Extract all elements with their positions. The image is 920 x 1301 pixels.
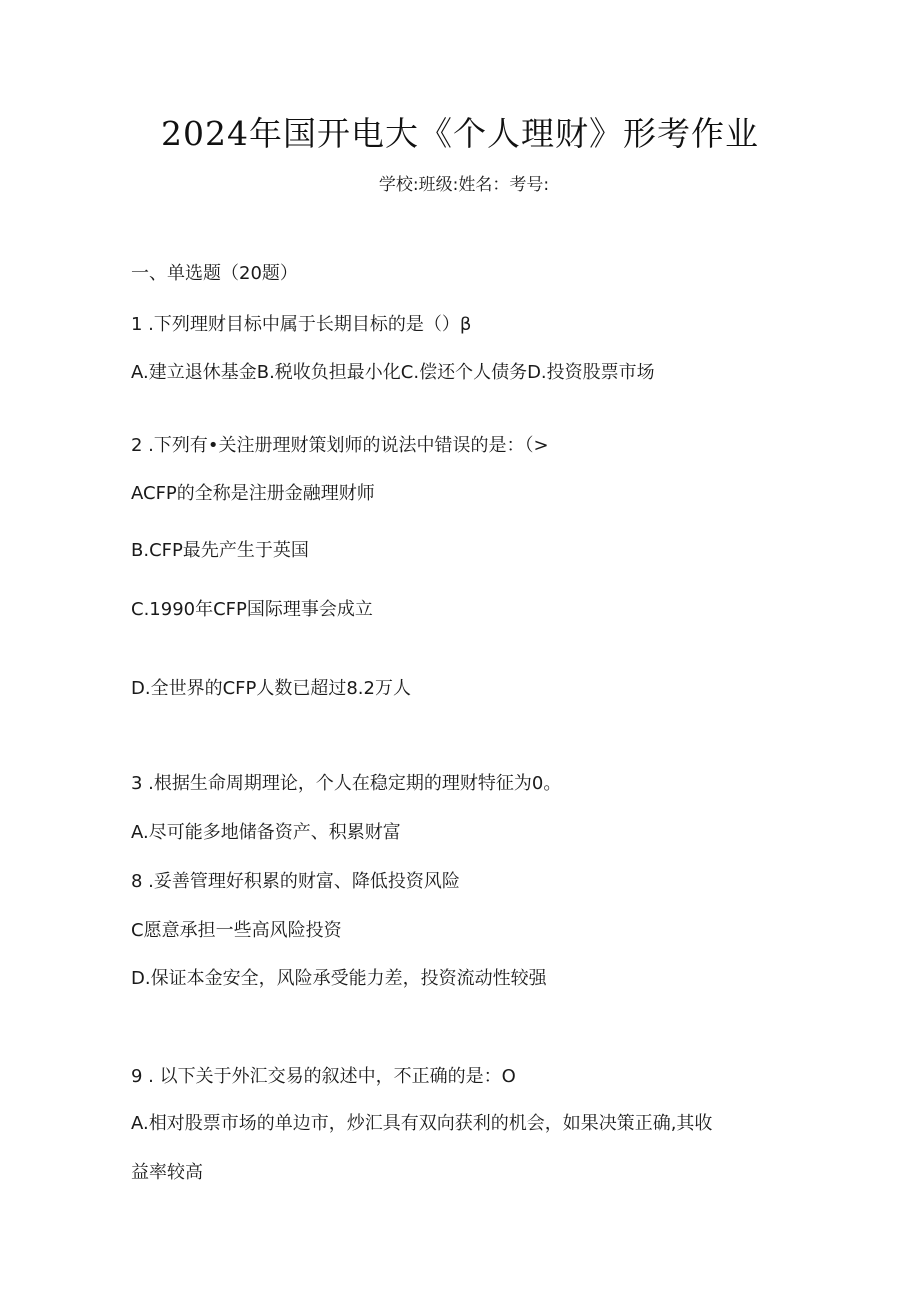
question-2-stem: 2 .下列有•关注册理财策划师的说法中错误的是：（> [131,435,549,456]
question-3-option-b: 8 .妥善管理好积累的财富、降低投资风险 [131,871,460,892]
question-3-option-a: A.尽可能多地储备资产、积累财富 [131,822,401,843]
question-2-option-c: C.1990年CFP国际理事会成立 [131,599,373,620]
question-3-stem: 3 .根据生命周期理论，个人在稳定期的理财特征为0。 [131,773,562,794]
question-3-option-c: C愿意承担一些高风险投资 [131,920,342,941]
question-2-option-b: B.CFP最先产生于英国 [131,540,309,561]
question-2-option-d: D.全世界的CFP人数已超过8.2万人 [131,678,411,699]
question-2-option-a: ACFP的全称是注册金融理财师 [131,483,375,504]
student-info-line [0,170,920,195]
question-9-option-a-continued: 益率较高 [131,1162,203,1183]
question-1-options: A.建立退休基金B.税收负担最小化C.偿还个人债务D.投资股票市场 [131,362,655,383]
document-title: 2024年国开电大《个人理财》形考作业 [161,114,759,153]
section-heading: 一、单选题（20题） [131,263,298,284]
question-9-option-a: A.相对股票市场的单边市，炒汇具有双向获利的机会，如果决策正确,其收 [131,1113,713,1134]
student-info-text: 学校:班级:姓名：考号: [378,175,550,195]
question-1-stem: 1 .下列理财目标中属于长期目标的是（）β [131,314,472,335]
question-9-stem: 9 . 以下关于外汇交易的叙述中，不正确的是：O [131,1066,516,1087]
question-3-option-d: D.保证本金安全，风险承受能力差，投资流动性较强 [131,968,547,989]
